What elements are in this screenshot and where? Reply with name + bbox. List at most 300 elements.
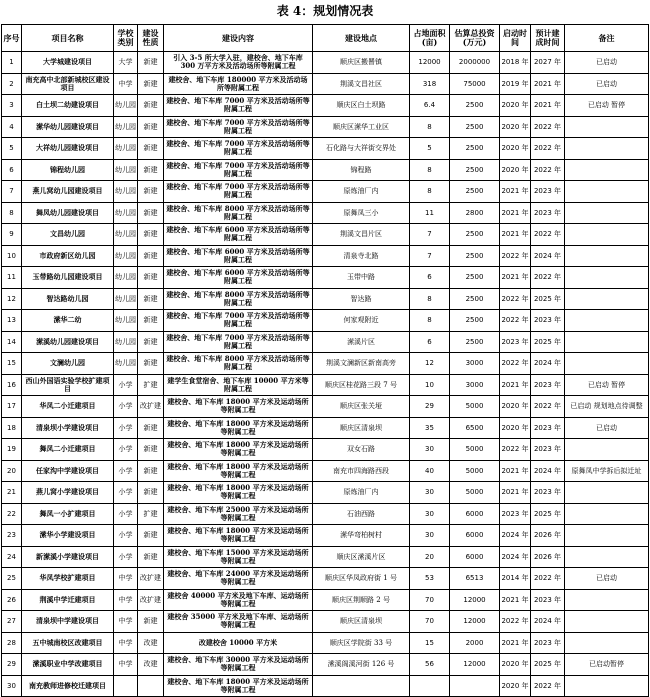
cell-location: 潆华弯柏树村	[313, 525, 410, 547]
cell-completion-time: 2024 年	[531, 353, 565, 375]
cell-area: 35	[410, 417, 450, 439]
header-project-name: 项目名称	[22, 25, 114, 52]
cell-construction-nature: 新建	[138, 116, 164, 138]
cell-project-name: 舞凤一小扩建项目	[22, 503, 114, 525]
cell-school-type: 幼儿园	[114, 224, 138, 246]
cell-school-type: 中学	[114, 589, 138, 611]
header-school-type: 学校类别	[114, 25, 138, 52]
cell-project-name: 华凤二小迁建项目	[22, 396, 114, 418]
cell-remarks	[565, 589, 649, 611]
cell-seq: 29	[2, 654, 22, 676]
table-row	[2, 439, 649, 461]
cell-remarks	[565, 546, 649, 568]
cell-investment: 2500	[450, 288, 500, 310]
cell-school-type: 幼儿园	[114, 181, 138, 203]
cell-seq: 8	[2, 202, 22, 224]
cell-location: 何家观附近	[313, 310, 410, 332]
cell-area: 6.4	[410, 95, 450, 117]
cell-construction-nature: 改扩建	[138, 396, 164, 418]
cell-investment: 2500	[450, 245, 500, 267]
cell-project-name: 潆华二幼	[22, 310, 114, 332]
cell-completion-time: 2022 年	[531, 138, 565, 160]
table-row	[2, 267, 649, 289]
cell-completion-time: 2022 年	[531, 568, 565, 590]
cell-area: 30	[410, 482, 450, 504]
cell-project-name: 西山外国语实验学校扩建项目	[22, 374, 114, 396]
cell-completion-time: 2025 年	[531, 654, 565, 676]
cell-seq: 18	[2, 417, 22, 439]
cell-project-name: 智达路幼儿园	[22, 288, 114, 310]
cell-project-name: 锦程幼儿园	[22, 159, 114, 181]
cell-completion-time: 2023 年	[531, 374, 565, 396]
cell-construction-nature	[138, 675, 164, 697]
cell-start-time: 2022 年	[500, 310, 531, 332]
table-row	[2, 503, 649, 525]
cell-area: 7	[410, 245, 450, 267]
cell-completion-time: 2024 年	[531, 460, 565, 482]
cell-project-name: 荆溪中学迁建项目	[22, 589, 114, 611]
cell-seq: 22	[2, 503, 22, 525]
cell-construction-content: 建校舍、地下车库 6000 平方米及活动场所等附属工程	[164, 224, 313, 246]
cell-construction-content: 建校舍 40000 平方米及地下车库、运动场所等附属工程	[164, 589, 313, 611]
cell-project-name: 南充教师进修校迁建项目	[22, 675, 114, 697]
cell-completion-time: 2024 年	[531, 611, 565, 633]
cell-start-time: 2020 年	[500, 159, 531, 181]
table-row	[2, 568, 649, 590]
cell-project-name: 大祥幼儿园建设项目	[22, 138, 114, 160]
cell-investment: 2500	[450, 159, 500, 181]
cell-area	[410, 675, 450, 697]
cell-completion-time: 2025 年	[531, 503, 565, 525]
cell-school-type: 小学	[114, 546, 138, 568]
cell-investment: 5000	[450, 439, 500, 461]
header-start-time: 启动时间	[500, 25, 531, 52]
cell-start-time: 2020 年	[500, 95, 531, 117]
cell-construction-content: 建校舍、地下车库 6000 平方米及活动场所等附属工程	[164, 245, 313, 267]
cell-construction-content: 建校舍、地下车库 8000 平方米及活动场所等附属工程	[164, 353, 313, 375]
cell-area: 15	[410, 632, 450, 654]
cell-investment: 12000	[450, 589, 500, 611]
cell-seq: 23	[2, 525, 22, 547]
planning-table	[1, 24, 649, 697]
cell-school-type: 中学	[114, 654, 138, 676]
table-row	[2, 460, 649, 482]
cell-area: 70	[410, 611, 450, 633]
cell-investment: 6513	[450, 568, 500, 590]
table-row	[2, 374, 649, 396]
cell-area: 10	[410, 374, 450, 396]
cell-location: 顺庆区潆溪片区	[313, 546, 410, 568]
cell-seq: 26	[2, 589, 22, 611]
table-row	[2, 611, 649, 633]
cell-investment: 2000000	[450, 52, 500, 74]
cell-construction-nature: 新建	[138, 267, 164, 289]
table-row	[2, 116, 649, 138]
cell-start-time: 2024 年	[500, 525, 531, 547]
cell-completion-time: 2021 年	[531, 95, 565, 117]
cell-area: 11	[410, 202, 450, 224]
cell-area: 8	[410, 159, 450, 181]
table-row	[2, 310, 649, 332]
cell-construction-nature: 新建	[138, 353, 164, 375]
cell-seq: 9	[2, 224, 22, 246]
cell-remarks	[565, 310, 649, 332]
cell-start-time: 2020 年	[500, 138, 531, 160]
cell-location: 荆溪文澜新区新南高旁	[313, 353, 410, 375]
cell-start-time: 2021 年	[500, 632, 531, 654]
cell-school-type: 大学	[114, 52, 138, 74]
cell-construction-content: 建校舍、地下车库 30000 平方米及运动场所等附属工程	[164, 654, 313, 676]
cell-construction-content: 建校舍、地下车库 6000 平方米及活动场所等附属工程	[164, 267, 313, 289]
cell-construction-content: 建校舍、地下车库 7000 平方米及活动场所等附属工程	[164, 310, 313, 332]
cell-location: 顺庆区清泉坝	[313, 611, 410, 633]
cell-start-time: 2022 年	[500, 245, 531, 267]
cell-construction-nature: 改建	[138, 632, 164, 654]
cell-completion-time: 2023 年	[531, 417, 565, 439]
cell-seq: 4	[2, 116, 22, 138]
cell-completion-time: 2023 年	[531, 181, 565, 203]
cell-construction-nature: 新建	[138, 525, 164, 547]
cell-investment: 6500	[450, 417, 500, 439]
cell-completion-time: 2021 年	[531, 73, 565, 95]
cell-seq: 25	[2, 568, 22, 590]
cell-start-time: 2020 年	[500, 417, 531, 439]
cell-investment: 2500	[450, 95, 500, 117]
table-row	[2, 482, 649, 504]
cell-investment: 2500	[450, 181, 500, 203]
table-header-row	[2, 25, 649, 52]
cell-completion-time: 2026 年	[531, 546, 565, 568]
table-row	[2, 159, 649, 181]
cell-construction-nature: 新建	[138, 52, 164, 74]
cell-start-time: 2021 年	[500, 202, 531, 224]
cell-school-type: 小学	[114, 396, 138, 418]
cell-seq: 24	[2, 546, 22, 568]
cell-school-type: 幼儿园	[114, 310, 138, 332]
cell-investment: 6000	[450, 546, 500, 568]
cell-remarks: 已启动	[565, 417, 649, 439]
cell-construction-nature: 新建	[138, 611, 164, 633]
table-row	[2, 632, 649, 654]
cell-construction-nature: 新建	[138, 73, 164, 95]
header-completion-time: 预计建成时间	[531, 25, 565, 52]
cell-school-type: 小学	[114, 503, 138, 525]
cell-project-name: 新潆溪小学建设项目	[22, 546, 114, 568]
cell-investment: 5000	[450, 482, 500, 504]
table-body	[2, 52, 649, 697]
cell-area: 53	[410, 568, 450, 590]
cell-construction-nature: 新建	[138, 310, 164, 332]
cell-seq: 5	[2, 138, 22, 160]
table-row	[2, 417, 649, 439]
cell-remarks	[565, 245, 649, 267]
cell-remarks	[565, 224, 649, 246]
cell-construction-content: 建校舍、地下车库 7000 平方米及活动场所等附属工程	[164, 159, 313, 181]
cell-construction-nature: 改建	[138, 654, 164, 676]
cell-start-time: 2023 年	[500, 503, 531, 525]
cell-construction-content: 建学生食堂宿舍、地下车库 10000 平方米等附属工程	[164, 374, 313, 396]
cell-investment: 2500	[450, 138, 500, 160]
cell-location: 原炼油厂内	[313, 181, 410, 203]
cell-construction-content: 建校舍、地下车库 8000 平方米及活动场所等附属工程	[164, 288, 313, 310]
table-row	[2, 331, 649, 353]
cell-construction-nature: 改扩建	[138, 568, 164, 590]
cell-completion-time: 2026 年	[531, 525, 565, 547]
cell-construction-nature: 新建	[138, 245, 164, 267]
cell-school-type: 幼儿园	[114, 245, 138, 267]
cell-completion-time: 2022 年	[531, 224, 565, 246]
cell-completion-time: 2023 年	[531, 439, 565, 461]
header-remarks: 备注	[565, 25, 649, 52]
cell-construction-content: 建校舍、地下车库 7000 平方米及活动场所等附属工程	[164, 116, 313, 138]
header-location: 建设地点	[313, 25, 410, 52]
cell-project-name: 舞凤二小迁建项目	[22, 439, 114, 461]
cell-investment: 75000	[450, 73, 500, 95]
cell-construction-content: 建校舍、地下车库 7000 平方米及活动场所等附属工程	[164, 95, 313, 117]
cell-location: 玉带中路	[313, 267, 410, 289]
cell-investment: 2500	[450, 331, 500, 353]
cell-start-time: 2022 年	[500, 439, 531, 461]
cell-remarks: 已启动	[565, 568, 649, 590]
cell-completion-time: 2025 年	[531, 288, 565, 310]
cell-start-time: 2020 年	[500, 396, 531, 418]
cell-project-name: 潆溪职业中学改建项目	[22, 654, 114, 676]
cell-completion-time: 2022 年	[531, 159, 565, 181]
cell-investment: 2000	[450, 632, 500, 654]
cell-construction-nature: 新建	[138, 439, 164, 461]
cell-construction-content: 建校舍、地下车库 18000 平方米及运动场所等附属工程	[164, 460, 313, 482]
cell-remarks: 已启动 规划地点待调整	[565, 396, 649, 418]
cell-school-type: 幼儿园	[114, 159, 138, 181]
cell-start-time: 2021 年	[500, 374, 531, 396]
cell-construction-content: 建校舍、地下车库 18000 平方米及运动场所等附属工程	[164, 417, 313, 439]
cell-construction-content: 建校舍、地下车库 7000 平方米及活动场所等附属工程	[164, 331, 313, 353]
table-row	[2, 546, 649, 568]
cell-remarks	[565, 331, 649, 353]
cell-area: 8	[410, 181, 450, 203]
table-row	[2, 589, 649, 611]
cell-remarks: 已启动 暂停	[565, 374, 649, 396]
cell-remarks	[565, 138, 649, 160]
cell-start-time: 2022 年	[500, 288, 531, 310]
cell-start-time: 2021 年	[500, 224, 531, 246]
cell-investment: 12000	[450, 654, 500, 676]
cell-investment: 2500	[450, 310, 500, 332]
cell-investment: 6000	[450, 503, 500, 525]
cell-school-type: 幼儿园	[114, 116, 138, 138]
cell-location: 顺庆区潆华工业区	[313, 116, 410, 138]
cell-project-name: 文澜幼儿园	[22, 353, 114, 375]
cell-seq: 7	[2, 181, 22, 203]
cell-location: 双女石路	[313, 439, 410, 461]
cell-remarks	[565, 675, 649, 697]
cell-area: 7	[410, 224, 450, 246]
cell-start-time: 2022 年	[500, 611, 531, 633]
cell-seq: 10	[2, 245, 22, 267]
cell-project-name: 潆华小学建设项目	[22, 525, 114, 547]
cell-start-time: 2021 年	[500, 482, 531, 504]
cell-seq: 19	[2, 439, 22, 461]
cell-school-type: 小学	[114, 439, 138, 461]
cell-seq: 2	[2, 73, 22, 95]
cell-remarks	[565, 482, 649, 504]
cell-area: 30	[410, 439, 450, 461]
cell-completion-time: 2023 年	[531, 632, 565, 654]
cell-seq: 15	[2, 353, 22, 375]
cell-school-type: 幼儿园	[114, 138, 138, 160]
cell-school-type: 幼儿园	[114, 353, 138, 375]
cell-school-type: 小学	[114, 525, 138, 547]
cell-start-time: 2014 年	[500, 568, 531, 590]
cell-start-time: 2023 年	[500, 331, 531, 353]
cell-project-name: 潆华幼儿园建设项目	[22, 116, 114, 138]
cell-completion-time: 2023 年	[531, 202, 565, 224]
cell-start-time: 2021 年	[500, 267, 531, 289]
cell-start-time: 2022 年	[500, 353, 531, 375]
cell-construction-nature: 新建	[138, 288, 164, 310]
cell-location: 顺庆区搬罾镇	[313, 52, 410, 74]
cell-completion-time: 2025 年	[531, 331, 565, 353]
cell-construction-content: 建校舍、地下车库 15000 平方米及运动场所等附属工程	[164, 546, 313, 568]
cell-location: 南充市四海路西段	[313, 460, 410, 482]
cell-remarks	[565, 181, 649, 203]
cell-investment: 2500	[450, 224, 500, 246]
cell-seq: 3	[2, 95, 22, 117]
cell-construction-content: 建校舍、地下车库 25000 平方米及运动场所等附属工程	[164, 503, 313, 525]
cell-construction-nature: 新建	[138, 159, 164, 181]
cell-project-name: 大学城建设项目	[22, 52, 114, 74]
table-row	[2, 245, 649, 267]
cell-school-type: 小学	[114, 374, 138, 396]
cell-construction-nature: 改扩建	[138, 589, 164, 611]
cell-project-name: 五中城南校区改建项目	[22, 632, 114, 654]
cell-location: 潆溪片区	[313, 331, 410, 353]
cell-construction-content: 建校舍、地下车库 18000 平方米及运动场所等附属工程	[164, 482, 313, 504]
cell-investment: 5000	[450, 460, 500, 482]
cell-location: 原舞凤三小	[313, 202, 410, 224]
cell-project-name: 华凤学校扩建项目	[22, 568, 114, 590]
cell-location: 石油西路	[313, 503, 410, 525]
cell-remarks	[565, 632, 649, 654]
cell-school-type: 中学	[114, 611, 138, 633]
cell-remarks	[565, 267, 649, 289]
cell-seq: 16	[2, 374, 22, 396]
cell-construction-content: 建校舍、地下车库 180000 平方米及活动场所等附属工程	[164, 73, 313, 95]
cell-school-type: 中学	[114, 568, 138, 590]
table-row	[2, 654, 649, 676]
cell-project-name: 清泉坝中学建设项目	[22, 611, 114, 633]
cell-area: 12	[410, 353, 450, 375]
cell-construction-content: 建校舍 35000 平方米及地下车库、运动场所等附属工程	[164, 611, 313, 633]
table-row	[2, 202, 649, 224]
cell-area: 40	[410, 460, 450, 482]
cell-construction-content: 引入 3-5 所大学入驻，建校舍、地下车库 300 万平方米及活动场所等附属工程	[164, 52, 313, 74]
cell-investment	[450, 675, 500, 697]
cell-construction-nature: 新建	[138, 417, 164, 439]
table-row	[2, 224, 649, 246]
table-title: 表 4：规划情况表	[276, 4, 374, 18]
cell-investment: 2500	[450, 116, 500, 138]
cell-school-type	[114, 675, 138, 697]
table-row	[2, 353, 649, 375]
cell-construction-nature: 新建	[138, 95, 164, 117]
cell-area: 20	[410, 546, 450, 568]
cell-construction-content: 建校舍、地下车库 18000 平方米及运动场所等附属工程	[164, 439, 313, 461]
cell-start-time: 2020 年	[500, 654, 531, 676]
cell-school-type: 小学	[114, 460, 138, 482]
cell-remarks: 已启动 暂停	[565, 95, 649, 117]
table-row	[2, 73, 649, 95]
cell-location: 清泉寺北路	[313, 245, 410, 267]
cell-construction-nature: 新建	[138, 460, 164, 482]
cell-construction-content: 建校舍、地下车库 18000 平方米及运动场所等附属工程	[164, 396, 313, 418]
header-area: 占地面积(亩)	[410, 25, 450, 52]
cell-location: 顺庆区张关垭	[313, 396, 410, 418]
cell-seq: 12	[2, 288, 22, 310]
cell-completion-time: 2024 年	[531, 245, 565, 267]
cell-start-time: 2021 年	[500, 181, 531, 203]
table-row	[2, 525, 649, 547]
cell-project-name: 白土坝二幼建设项目	[22, 95, 114, 117]
cell-completion-time: 2022 年	[531, 675, 565, 697]
cell-remarks	[565, 525, 649, 547]
cell-location: 潆溪阁溪河街 126 号	[313, 654, 410, 676]
cell-investment: 2800	[450, 202, 500, 224]
cell-investment: 6000	[450, 525, 500, 547]
table-row	[2, 396, 649, 418]
cell-project-name: 市政府新区幼儿园	[22, 245, 114, 267]
cell-completion-time: 2027 年	[531, 52, 565, 74]
cell-location: 顺庆区清泉坝	[313, 417, 410, 439]
cell-project-name: 舞凤幼儿园建设项目	[22, 202, 114, 224]
cell-location: 顺庆区白土坝路	[313, 95, 410, 117]
cell-remarks	[565, 288, 649, 310]
cell-start-time: 2018 年	[500, 52, 531, 74]
cell-construction-nature: 新建	[138, 181, 164, 203]
cell-location: 顺庆区荆顺路 2 号	[313, 589, 410, 611]
cell-location: 顺庆区桂花路三段 7 号	[313, 374, 410, 396]
cell-construction-content: 改建校舍 10000 平方米	[164, 632, 313, 654]
cell-construction-nature: 新建	[138, 482, 164, 504]
cell-seq: 21	[2, 482, 22, 504]
cell-completion-time: 2022 年	[531, 396, 565, 418]
header-investment: 估算总投资(万元)	[450, 25, 500, 52]
table-row	[2, 288, 649, 310]
cell-seq: 6	[2, 159, 22, 181]
cell-remarks	[565, 202, 649, 224]
cell-project-name: 清泉坝小学建设项目	[22, 417, 114, 439]
cell-remarks	[565, 611, 649, 633]
cell-investment: 12000	[450, 611, 500, 633]
cell-construction-content: 建校舍、地下车库 8000 平方米及活动场所等附属工程	[164, 202, 313, 224]
header-construction-content: 建设内容	[164, 25, 313, 52]
cell-school-type: 幼儿园	[114, 95, 138, 117]
cell-remarks	[565, 159, 649, 181]
cell-construction-nature: 新建	[138, 546, 164, 568]
cell-project-name: 潆溪幼儿园建设项目	[22, 331, 114, 353]
cell-remarks	[565, 353, 649, 375]
cell-start-time: 2020 年	[500, 675, 531, 697]
cell-location: 石化路与大祥街交界处	[313, 138, 410, 160]
cell-seq: 28	[2, 632, 22, 654]
cell-start-time: 2021 年	[500, 589, 531, 611]
cell-location: 智达路	[313, 288, 410, 310]
cell-area: 6	[410, 267, 450, 289]
cell-seq: 17	[2, 396, 22, 418]
cell-remarks: 已启动	[565, 52, 649, 74]
cell-construction-nature: 扩建	[138, 374, 164, 396]
table-row	[2, 138, 649, 160]
